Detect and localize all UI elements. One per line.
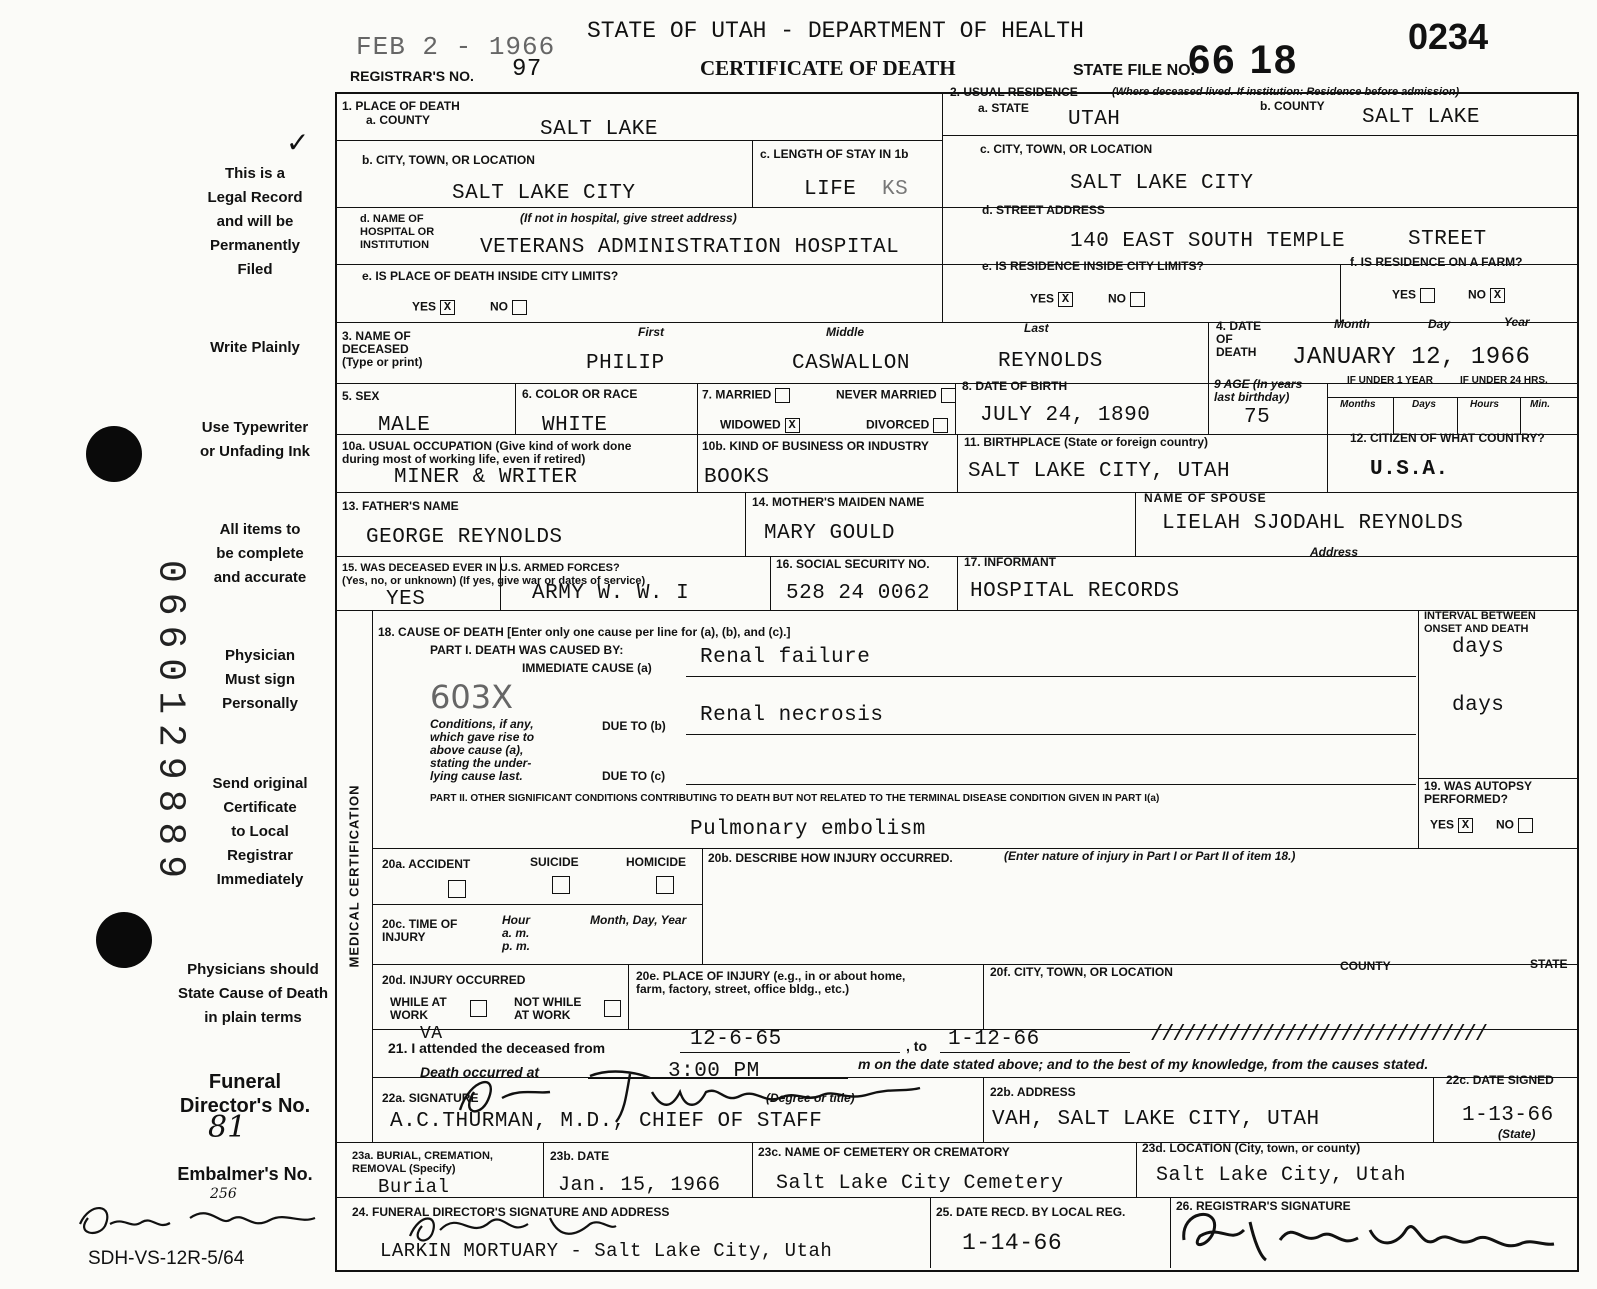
burial-date: Jan. 15, 1966	[558, 1174, 721, 1197]
checkbox-married[interactable]	[775, 388, 790, 403]
check-mark: ✓	[286, 127, 310, 158]
funeral-director-no: 81	[208, 1110, 247, 1145]
struck-out-text: //////////////////////////////	[1150, 1022, 1487, 1047]
medical-side-label: MEDICAL CERTIFICATION	[346, 784, 362, 968]
mother-label: 14. MOTHER'S MAIDEN NAME	[752, 495, 925, 509]
corner-no: 0234	[1408, 16, 1489, 57]
checkbox-widowed[interactable]: X	[785, 418, 800, 433]
mdy-label: Month, Day, Year	[590, 913, 687, 927]
funeral-home: LARKIN MORTUARY - Salt Lake City, Utah	[380, 1240, 833, 1262]
war-service: ARMY W. W. I	[532, 582, 690, 605]
place-injury-label: 20e. PLACE OF INJURY (e.g., in or about home, farm, factory, street, office bldg., etc.)	[636, 969, 906, 996]
occupation-label: 10a. USUAL OCCUPATION (Give kind of work done during most of working life, even if retired)	[342, 439, 632, 466]
dod-label: 4. DATE OF DEATH	[1216, 319, 1262, 359]
physician-address: VAH, SALT LAKE CITY, UTAH	[992, 1108, 1320, 1131]
month-label: Month	[1334, 317, 1370, 331]
citizen-label: 12. CITIZEN OF WHAT COUNTRY?	[1350, 431, 1545, 445]
checkbox-homicide[interactable]	[656, 876, 674, 894]
mother: MARY GOULD	[764, 522, 896, 545]
hour-label: Hour a. m. p. m.	[502, 913, 531, 953]
days-label: Days	[1412, 399, 1436, 410]
recd-label: 25. DATE RECD. BY LOCAL REG.	[936, 1205, 1126, 1219]
due-c-label: DUE TO (c)	[602, 769, 666, 783]
armed-forces: YES	[386, 588, 426, 611]
embalmer-label: Embalmer's No.	[177, 1164, 313, 1184]
punch-hole-top	[86, 426, 142, 482]
margin-note-typewriter: Use Typewriter or Unfading Ink	[200, 419, 310, 460]
part2-label: PART II. OTHER SIGNIFICANT CONDITIONS CONTRIBUTING TO DEATH BUT NOT RELATED TO THE TERMINAL DISEASE CONDITION GIVEN IN PART I(a)	[430, 793, 1160, 804]
registrar-signature-label: 26. REGISTRAR'S SIGNATURE	[1176, 1199, 1351, 1213]
dob-label: 8. DATE OF BIRTH	[962, 379, 1068, 393]
married-option: 7. MARRIED	[702, 388, 790, 403]
stay-value: LIFE	[804, 178, 857, 201]
checkbox-death-inside-yes[interactable]: X	[440, 300, 455, 315]
margin-note-complete: All items to be complete and accurate	[213, 521, 307, 586]
funeral-label: 24. FUNERAL DIRECTOR'S SIGNATURE AND ADDRESS	[352, 1205, 670, 1219]
first-label: First	[638, 325, 665, 339]
informant: HOSPITAL RECORDS	[970, 580, 1180, 603]
attended-to-label: , to	[906, 1038, 927, 1054]
dob: JULY 24, 1890	[980, 404, 1151, 427]
date-stamp: FEB 2 - 1966	[356, 32, 556, 62]
injury-city-label: 20f. CITY, TOWN, OR LOCATION	[990, 965, 1173, 979]
physician-name: A.C.THURMAN, M.D., CHIEF OF STAFF	[390, 1110, 823, 1133]
conditions-label: Conditions, if any, which gave rise to above cause (a), stating the under- lying cause last.	[430, 717, 535, 783]
cemetery-label: 23c. NAME OF CEMETERY OR CREMATORY	[758, 1145, 1010, 1159]
business-label: 10b. KIND OF BUSINESS OR INDUSTRY	[702, 439, 929, 453]
year-label: Year	[1504, 315, 1530, 329]
margin-note-send-original: Send original Certificate to Local Registrar Immediately	[212, 775, 308, 888]
state-note: (State)	[1498, 1127, 1536, 1141]
injury-occurred-label: 20d. INJURY OCCURRED	[382, 973, 526, 987]
immediate-label: IMMEDIATE CAUSE (a)	[522, 661, 652, 675]
autopsy-label: 19. WAS AUTOPSY PERFORMED?	[1424, 779, 1533, 806]
part2: Pulmonary embolism	[690, 818, 926, 841]
injury-desc-label: 20b. DESCRIBE HOW INJURY OCCURRED.	[708, 851, 953, 865]
place-of-death-label: 1. PLACE OF DEATH	[342, 99, 460, 113]
sex-label: 5. SEX	[342, 389, 380, 403]
agency-title: STATE OF UTAH - DEPARTMENT OF HEALTH	[587, 18, 1084, 44]
vertical-number: 0660129889	[148, 559, 192, 889]
father: GEORGE REYNOLDS	[366, 526, 563, 549]
hospital-note: (If not in hospital, give street address)	[520, 211, 737, 225]
registrar-signature	[1170, 1200, 1560, 1268]
under-1-year-label: IF UNDER 1 YEAR	[1347, 375, 1433, 386]
death-inside-city-label: e. IS PLACE OF DEATH INSIDE CITY LIMITS?	[362, 269, 619, 283]
armed-forces-label: 15. WAS DECEASED EVER IN U.S. ARMED FORCES? (Yes, no, or unknown) (If yes, give war or dates of service)	[342, 562, 646, 587]
res-inside-city-no: NO	[1108, 292, 1145, 307]
state-file-no: 66 18	[1188, 38, 1299, 82]
checkbox-res-inside-no[interactable]	[1130, 292, 1145, 307]
stay-label: c. LENGTH OF STAY IN 1b	[760, 147, 909, 161]
injury-county-label: COUNTY	[1340, 959, 1391, 973]
time-injury-label: 20c. TIME OF INJURY	[382, 917, 458, 944]
funeral-director-label: Funeral Director's No.	[179, 1071, 311, 1117]
date-of-death: JANUARY 12, 1966	[1292, 344, 1531, 371]
first-name: PHILIP	[586, 352, 665, 375]
margin-note-physician-sign: Physician Must sign Personally	[222, 647, 298, 712]
punch-hole-bottom	[96, 912, 152, 968]
occurred-time: 3:00 PM	[668, 1060, 760, 1083]
day-label: Day	[1428, 317, 1451, 331]
birthplace: SALT LAKE CITY, UTAH	[968, 460, 1231, 483]
residence-label: 2. USUAL RESIDENCE	[950, 85, 1078, 99]
res-state: UTAH	[1068, 108, 1121, 131]
res-city: SALT LAKE CITY	[1070, 172, 1254, 195]
attended-from: 12-6-65	[690, 1028, 782, 1051]
death-inside-city-yes: YES X	[412, 300, 455, 315]
autopsy-yes: YES X	[1430, 818, 1473, 833]
margin-signature	[70, 1196, 320, 1242]
margin-note-legal: This is a Legal Record and will be Permanently Filed	[207, 165, 303, 278]
autopsy-no: NO	[1496, 818, 1533, 833]
stay-suffix: KS	[882, 178, 909, 201]
hospital-label: d. NAME OF HOSPITAL OR INSTITUTION	[360, 213, 435, 251]
name-label: 3. NAME OF DECEASED (Type or print)	[342, 329, 423, 369]
last-label: Last	[1024, 321, 1049, 335]
checkbox-not-while-work[interactable]	[604, 1000, 621, 1017]
widowed-option: WIDOWED X	[720, 418, 800, 433]
ssn: 528 24 0062	[786, 582, 931, 605]
interval-label: INTERVAL BETWEEN ONSET AND DEATH	[1424, 610, 1536, 635]
due-b-label: DUE TO (b)	[602, 719, 666, 733]
father-label: 13. FATHER'S NAME	[342, 499, 459, 513]
res-county-label: b. COUNTY	[1260, 99, 1325, 113]
checkbox-farm-yes[interactable]	[1420, 288, 1435, 303]
injury-desc-note: (Enter nature of injury in Part I or Part II of item 18.)	[1004, 849, 1296, 863]
res-street-suffix: STREET	[1408, 228, 1487, 251]
checkbox-farm-no[interactable]: X	[1490, 288, 1505, 303]
burial-location: Salt Lake City, Utah	[1156, 1164, 1407, 1187]
res-inside-city-yes: YES X	[1030, 292, 1073, 307]
margin-note-physicians-state: Physicians should State Cause of Death in plain terms	[177, 961, 329, 1026]
immediate-cause: Renal failure	[700, 646, 871, 669]
last-name: REYNOLDS	[998, 350, 1103, 373]
occurred-suffix: m on the date stated above; and to the best of my knowledge, from the causes stated.	[858, 1056, 1429, 1072]
residence-note: (Where deceased lived. If institution: Residence before admission)	[1112, 86, 1460, 98]
checkbox-accident[interactable]	[448, 880, 466, 898]
death-city-label: b. CITY, TOWN, OR LOCATION	[362, 153, 535, 167]
age-label: 9 AGE (In years last birthday)	[1214, 377, 1303, 404]
interval-a: days	[1452, 636, 1505, 659]
code-note: 603X	[430, 678, 513, 716]
attended-to: 1-12-66	[948, 1028, 1040, 1051]
birthplace-label: 11. BIRTHPLACE (State or foreign country)	[964, 435, 1209, 449]
spouse: LIELAH SJODAHL REYNOLDS	[1162, 512, 1464, 535]
never-married-option: NEVER MARRIED	[836, 388, 956, 403]
under-24-label: IF UNDER 24 HRS.	[1460, 375, 1548, 386]
injury-state-label: STATE	[1530, 957, 1568, 971]
middle-label: Middle	[826, 325, 864, 339]
attended-prefix: VA	[420, 1024, 443, 1044]
race-label: 6. COLOR OR RACE	[522, 387, 638, 401]
res-farm-label: f. IS RESIDENCE ON A FARM?	[1350, 255, 1523, 269]
not-while-work-label: NOT WHILE AT WORK	[514, 995, 582, 1022]
cause-label: 18. CAUSE OF DEATH [Enter only one cause per line for (a), (b), and (c).]	[378, 625, 791, 639]
spouse-label: NAME OF SPOUSE	[1144, 491, 1267, 505]
checkbox-never-married[interactable]	[941, 388, 956, 403]
recd-date: 1-14-66	[962, 1230, 1063, 1256]
business: BOOKS	[704, 466, 770, 489]
res-street: 140 EAST SOUTH TEMPLE	[1070, 230, 1346, 253]
res-farm-no: NO X	[1468, 288, 1505, 303]
occupation: MINER & WRITER	[394, 466, 578, 489]
burial-method-label: 23a. BURIAL, CREMATION, REMOVAL (Specify)	[352, 1150, 493, 1175]
checkbox-autopsy-yes[interactable]: X	[1458, 818, 1473, 833]
res-inside-city-label: e. IS RESIDENCE INSIDE CITY LIMITS?	[982, 259, 1204, 273]
burial-date-label: 23b. DATE	[550, 1149, 610, 1163]
address-label: 22b. ADDRESS	[990, 1085, 1076, 1099]
res-city-label: c. CITY, TOWN, OR LOCATION	[980, 142, 1153, 156]
registrar-no-label: REGISTRAR'S NO.	[350, 68, 474, 84]
res-street-label: d. STREET ADDRESS	[982, 203, 1105, 217]
date-signed-label: 22c. DATE SIGNED	[1446, 1073, 1554, 1087]
months-label: Months	[1340, 399, 1376, 410]
accident-label: 20a. ACCIDENT	[382, 857, 471, 871]
registrar-no: 97	[512, 56, 542, 83]
interval-b: days	[1452, 694, 1505, 717]
death-inside-city-no: NO	[490, 300, 527, 315]
citizen: U.S.A.	[1370, 458, 1449, 481]
informant-label: 17. INFORMANT	[964, 555, 1057, 569]
death-county: SALT LAKE	[540, 118, 658, 141]
checkbox-autopsy-no[interactable]	[1518, 818, 1533, 833]
degree-label: (Degree or title)	[766, 1091, 855, 1105]
res-county: SALT LAKE	[1362, 106, 1480, 129]
attended-label: 21. I attended the deceased from	[388, 1040, 606, 1056]
race: WHITE	[542, 414, 608, 437]
occurred-label: Death occurred at	[420, 1064, 540, 1080]
burial-method: Burial	[378, 1176, 450, 1198]
spouse-address-label: Address	[1310, 545, 1359, 559]
ssn-label: 16. SOCIAL SECURITY NO.	[776, 557, 930, 571]
homicide-label: HOMICIDE	[626, 855, 686, 869]
form-code: SDH-VS-12R-5/64	[88, 1248, 245, 1269]
hours-label: Hours	[1470, 399, 1499, 410]
cemetery: Salt Lake City Cemetery	[776, 1172, 1064, 1195]
death-county-label: a. COUNTY	[366, 113, 431, 127]
certificate-title: CERTIFICATE OF DEATH	[700, 56, 956, 80]
margin-note-write-plainly: Write Plainly	[210, 339, 300, 356]
divorced-option: DIVORCED	[866, 418, 948, 433]
age: 75	[1244, 406, 1271, 429]
checkbox-divorced[interactable]	[933, 418, 948, 433]
checkbox-death-inside-no[interactable]	[512, 300, 527, 315]
location-label: 23d. LOCATION (City, town, or county)	[1142, 1141, 1361, 1155]
embalmer-no: 256	[210, 1186, 237, 1202]
due-b: Renal necrosis	[700, 704, 884, 727]
checkbox-while-work[interactable]	[470, 1000, 487, 1017]
signature-label: 22a. SIGNATURE	[382, 1091, 479, 1105]
hospital: VETERANS ADMINISTRATION HOSPITAL	[480, 236, 900, 259]
min-label: Min.	[1530, 399, 1550, 410]
part1-label: PART I. DEATH WAS CAUSED BY:	[430, 643, 624, 657]
middle-name: CASWALLON	[792, 352, 910, 375]
while-work-label: WHILE AT WORK	[390, 995, 447, 1022]
checkbox-suicide[interactable]	[552, 876, 570, 894]
checkbox-res-inside-yes[interactable]: X	[1058, 292, 1073, 307]
res-farm-yes: YES	[1392, 288, 1435, 303]
sex: MALE	[378, 414, 431, 437]
suicide-label: SUICIDE	[530, 855, 579, 869]
death-city: SALT LAKE CITY	[452, 182, 636, 205]
state-file-label: STATE FILE NO.	[1073, 62, 1196, 79]
date-signed: 1-13-66	[1462, 1104, 1554, 1127]
res-state-label: a. STATE	[978, 101, 1029, 115]
